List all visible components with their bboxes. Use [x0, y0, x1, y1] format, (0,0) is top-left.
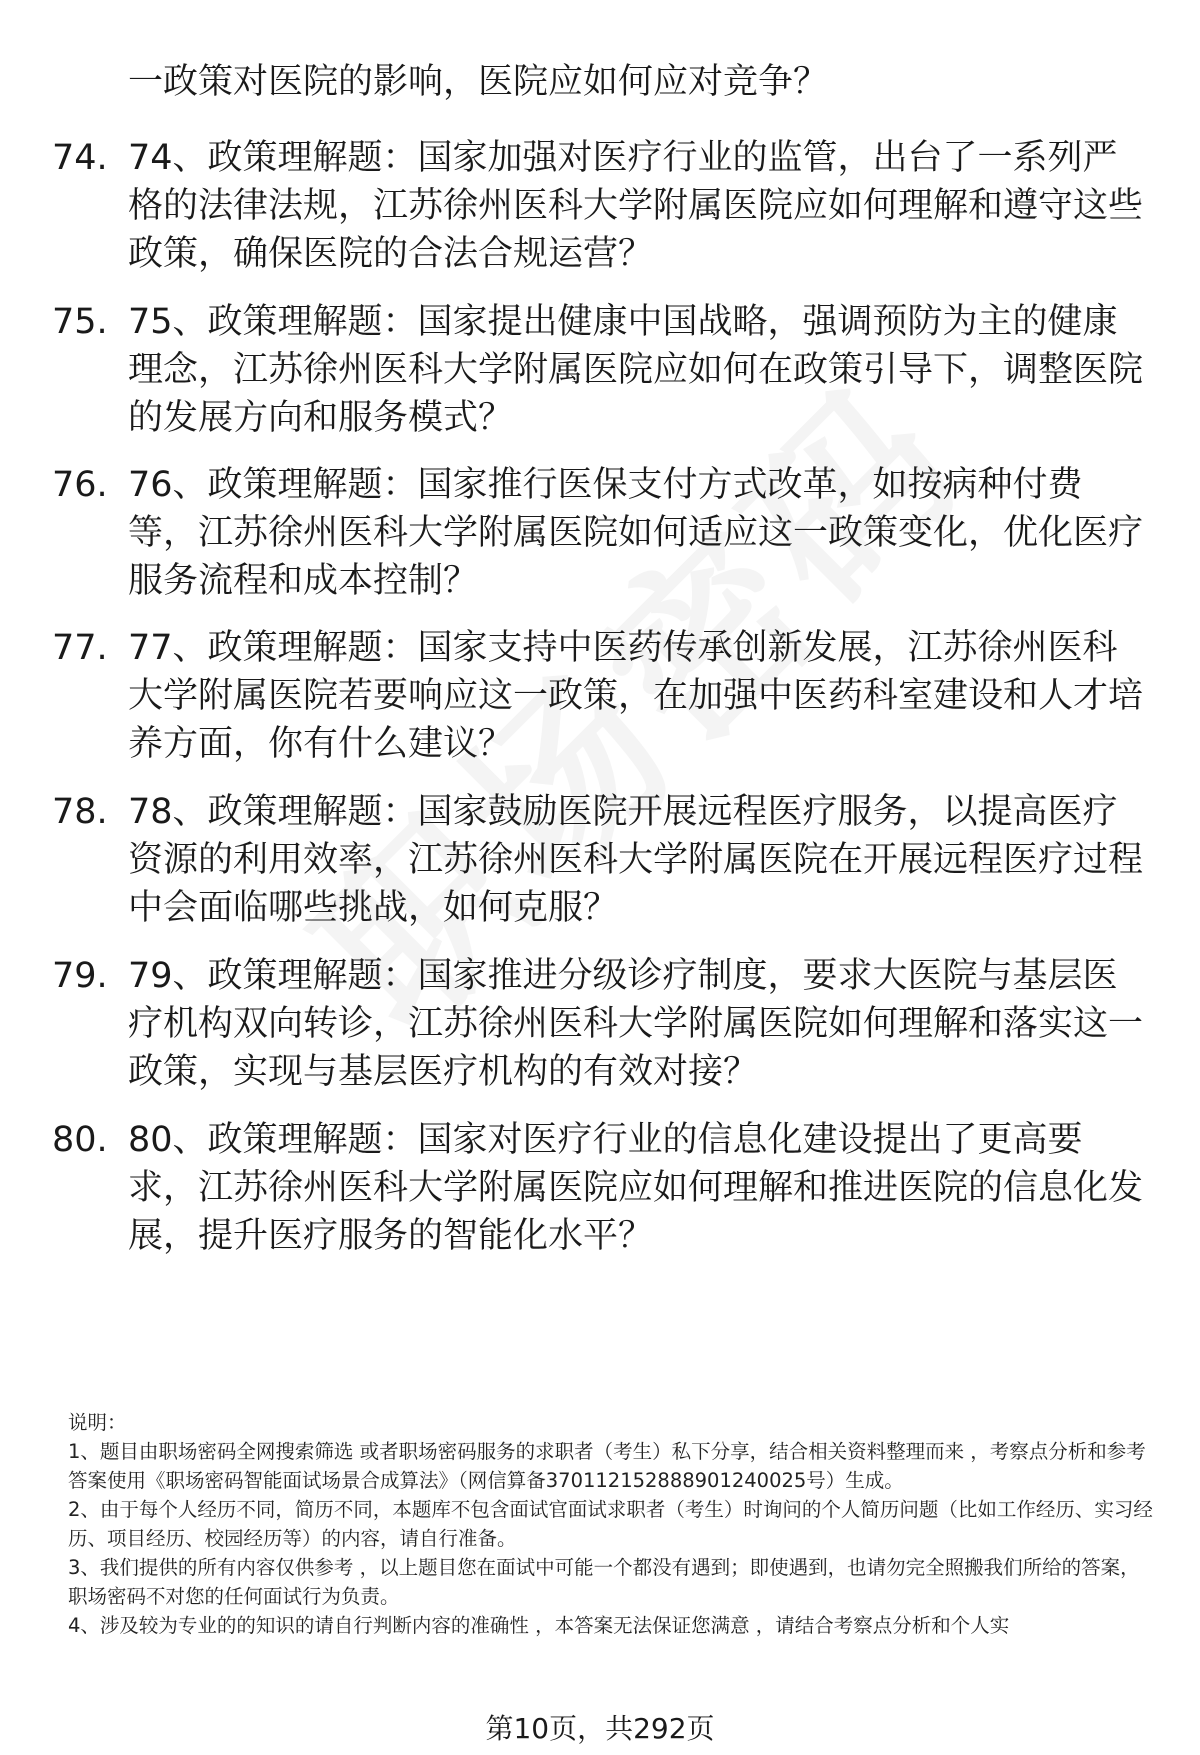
question-text: 74、政策理解题：国家加强对医疗行业的监管，出台了一系列严格的法律法规，江苏徐州医科大学附属医院应如何理解和遵守这些政策，确保医院的合法合规运营？ [128, 138, 1144, 274]
page-number: 第10页，共292页 [485, 1712, 715, 1745]
continuation-text: 一政策对医院的影响，医院应如何应对竞争？ [128, 62, 829, 102]
note-item: 1、题目由职场密码全网搜索筛选 或者职场密码服务的求职者（考生）私下分享，结合相关资料整理而来 ，考察点分析和参考答案使用《职场密码智能面试场景合成算法》（网信算备370112152888901240025号）生成。 [68, 1440, 1146, 1492]
question-number: 76. [52, 465, 108, 505]
question-text: 78、政策理解题：国家鼓励医院开展远程医疗服务，以提高医疗资源的利用效率，江苏徐州医科大学附属医院在开展远程医疗过程中会面临哪些挑战，如何克服？ [128, 792, 1144, 928]
question-text: 80、政策理解题：国家对医疗行业的信息化建设提出了更高要求，江苏徐州医科大学附属医院应如何理解和推进医院的信息化发展，提升医疗服务的智能化水平？ [128, 1120, 1144, 1256]
question-number: 77. [52, 628, 108, 668]
note-item: 3、我们提供的所有内容仅供参考 ，以上题目您在面试中可能一个都没有遇到；即使遇到，也请勿完全照搬我们所给的答案，职场密码不对您的任何面试行为负责。 [68, 1556, 1140, 1608]
note-item: 4、涉及较为专业的的知识的请自行判断内容的准确性 ，本答案无法保证您满意 ，请结合考察点分析和个人实 [68, 1614, 1010, 1637]
question-text: 76、政策理解题：国家推行医保支付方式改革，如按病种付费等，江苏徐州医科大学附属医院如何适应这一政策变化，优化医疗服务流程和成本控制？ [128, 465, 1144, 601]
notes-section [68, 1408, 1154, 1640]
notes-title: 说明： [68, 1411, 127, 1434]
question-text: 75、政策理解题：国家提出健康中国战略，强调预防为主的健康理念，江苏徐州医科大学附属医院应如何在政策引导下，调整医院的发展方向和服务模式？ [128, 302, 1144, 438]
note-item: 2、由于每个人经历不同，简历不同，本题库不包含面试官面试求职者（考生）时询问的个人简历问题（比如工作经历、实习经历、项目经历、校园经历等）的内容，请自行准备。 [68, 1498, 1153, 1550]
question-number: 75. [52, 302, 108, 342]
question-number: 74. [52, 138, 108, 178]
question-number: 80. [52, 1120, 108, 1160]
question-text: 79、政策理解题：国家推进分级诊疗制度，要求大医院与基层医疗机构双向转诊，江苏徐州医科大学附属医院如何理解和落实这一政策，实现与基层医疗机构的有效对接？ [128, 956, 1144, 1092]
question-text: 77、政策理解题：国家支持中医药传承创新发展，江苏徐州医科大学附属医院若要响应这一政策，在加强中医药科室建设和人才培养方面，你有什么建议？ [128, 628, 1144, 764]
question-number: 78. [52, 792, 108, 832]
question-number: 79. [52, 956, 108, 996]
